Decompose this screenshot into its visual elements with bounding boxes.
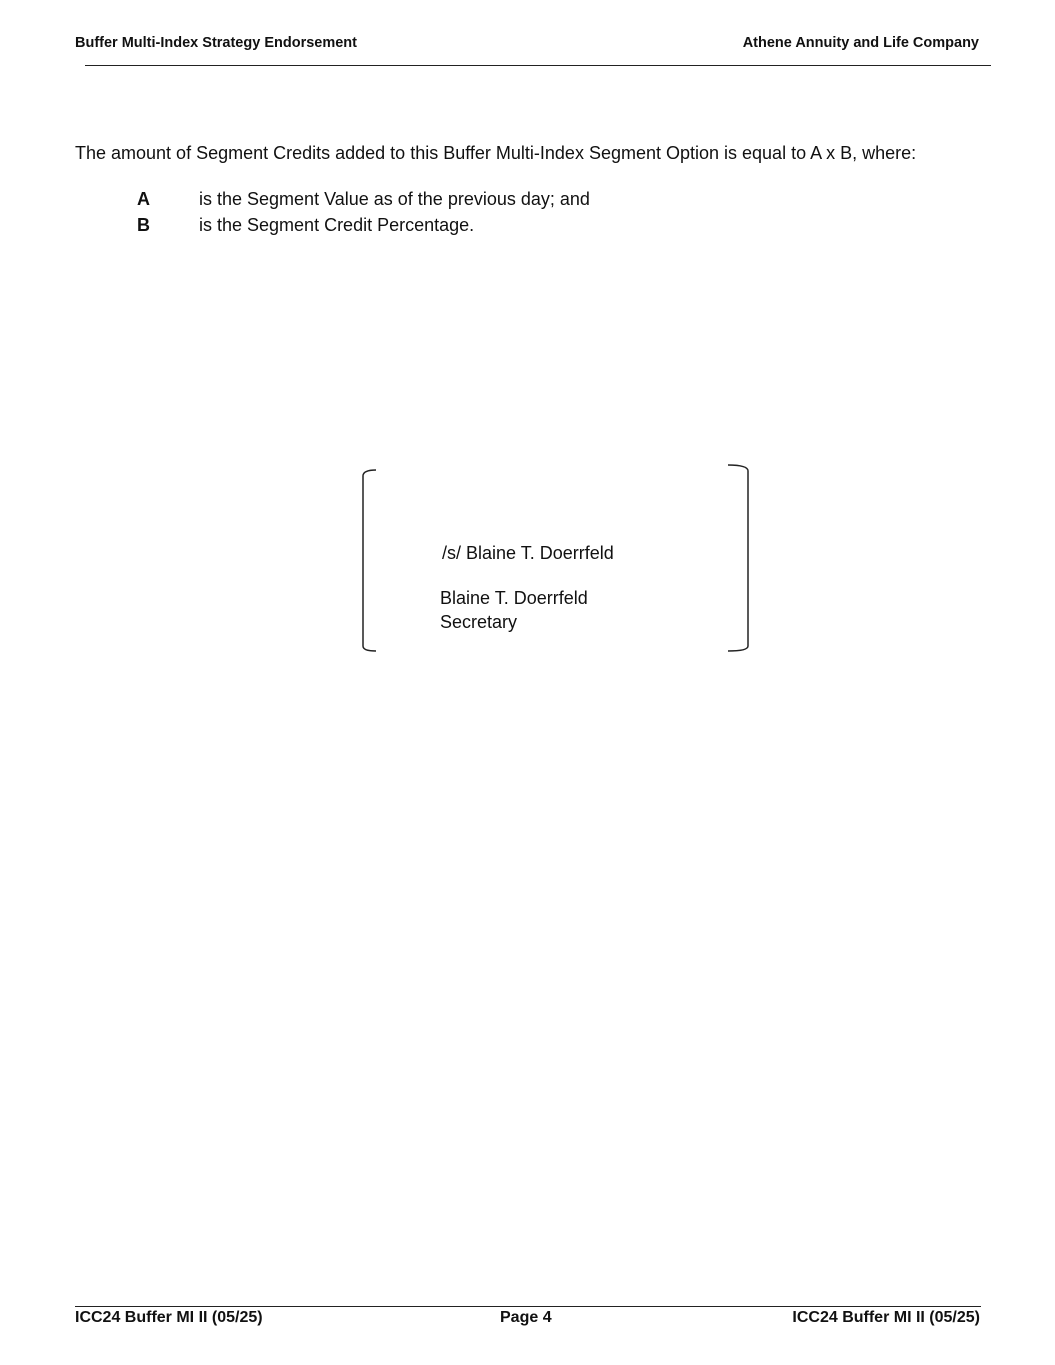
- definition-text: is the Segment Value as of the previous day; and: [199, 189, 590, 209]
- right-bracket: [728, 465, 748, 651]
- definition-term: B: [137, 215, 150, 235]
- signature-text: /s/ Blaine T. Doerrfeld: [442, 543, 614, 563]
- footer-page-number: Page 4: [500, 1309, 552, 1326]
- header-document-title: Buffer Multi-Index Strategy Endorsement: [75, 35, 357, 51]
- signatory-title: Secretary: [440, 612, 518, 632]
- definition-row-a: [137, 189, 590, 210]
- definition-row-b: [137, 215, 474, 236]
- footer-divider: [75, 1306, 981, 1307]
- footer-form-number-right: ICC24 Buffer MI II (05/25): [792, 1309, 980, 1326]
- signatory-name: Blaine T. Doerrfeld: [440, 588, 588, 608]
- header-divider: [85, 65, 991, 66]
- footer-form-number-left: ICC24 Buffer MI II (05/25): [75, 1309, 263, 1326]
- definition-text: is the Segment Credit Percentage.: [199, 215, 475, 235]
- definition-term: A: [137, 189, 150, 209]
- intro-paragraph: The amount of Segment Credits added to this Buffer Multi-Index Segment Option is equal to A x B, where:: [75, 143, 917, 163]
- left-bracket: [363, 470, 376, 651]
- header-company-name: Athene Annuity and Life Company: [742, 35, 979, 51]
